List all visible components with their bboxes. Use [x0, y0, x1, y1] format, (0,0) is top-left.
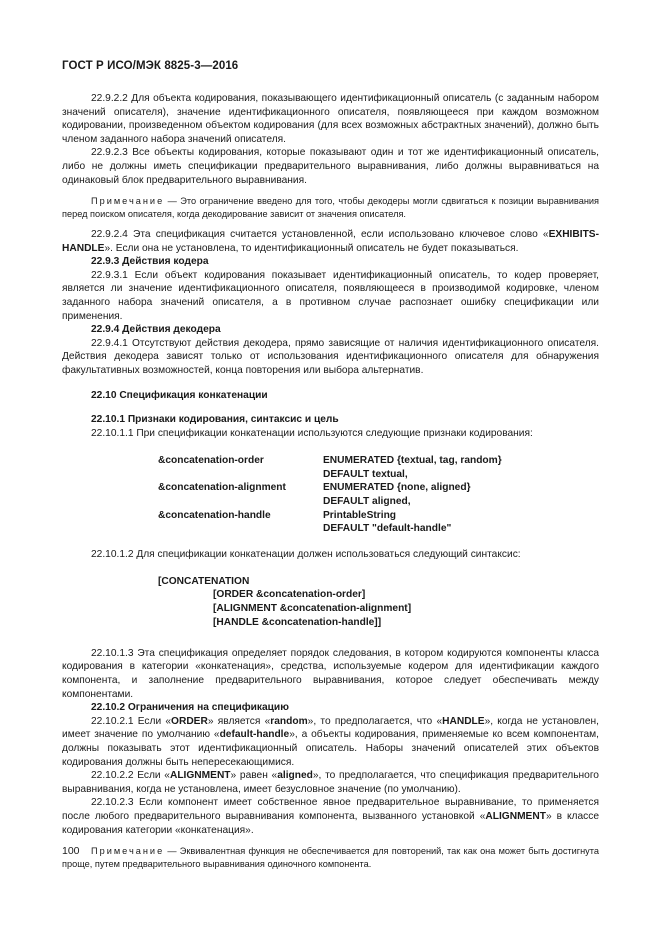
attr-name: &concatenation-alignment [158, 482, 286, 494]
heading-22-9-3: 22.9.3 Действия кодера [91, 256, 209, 268]
note-text: — Эквивалентная функция не обеспечивается для повторений, так как она может быть достигнута проще, путем предварительного выравнивания одиночного компонента. [62, 846, 599, 869]
attr-value: ENUMERATED {none, aligned} [323, 482, 471, 494]
paragraph-22-10-1-2: 22.10.1.2 Для спецификации конкатенации должен использоваться следующий синтаксис: [91, 549, 521, 561]
keyword-exhibits-handle: EXHIBITS-HANDLE [62, 228, 599, 254]
keyword-order: ORDER [171, 715, 208, 727]
syntax-line: [ALIGNMENT &concatenation-alignment] [213, 603, 412, 615]
syntax-line: [ORDER &concatenation-order] [213, 589, 366, 601]
document-body [62, 92, 599, 870]
paragraph-22-10-2-3: 22.10.2.3 Если компонент имеет собственное явное предварительное выравнивание, то применяется после любого предварительного выравнивания компонента, вызванного установкой «ALIGNMENT» в классе кодирования категории «конкатенация». [62, 797, 599, 836]
note-1 [62, 195, 599, 220]
keyword-random: random [270, 715, 308, 727]
paragraph-22-9-4-1: 22.9.4.1 Отсутствуют действия декодера, прямо зависящие от наличия идентификационного описателя. Действия декодера зависят только от использования идентификационного описателя для обнаружения факультативных возможностей, конца повторения или выбора альтернатив. [62, 337, 599, 376]
attr-value: DEFAULT "default-handle" [323, 523, 452, 535]
heading-22-10: 22.10 Спецификация конкатенации [91, 389, 268, 401]
paragraph-22-10-1-3: 22.10.1.3 Эта спецификация определяет порядок следования, в котором кодируются компоненты класса кодирования в категории «конкатенация», средства, используемые кодером для идентификации каждого компонента, и заполнение предварительного выравнивания, которое следует обеспечивать между компонентами. [62, 647, 599, 700]
keyword-aligned: aligned [277, 770, 313, 782]
note-label: Примечание [91, 846, 165, 857]
note-text: — Это ограничение введено для того, чтобы декодеры могли сдвигаться к позиции выравнивания перед поиском описателя, когда декодирование зависит от значения описателя. [62, 196, 599, 219]
note-2 [62, 845, 599, 870]
paragraph-22-9-2-4: 22.9.2.4 Эта спецификация считается установленной, если использовано ключевое слово «EXHIBITS-HANDLE». Если она не установлена, то идентификационный описатель не будет показываться. [62, 228, 599, 254]
paragraph-22-10-2-2: 22.10.2.2 Если «ALIGNMENT» равен «aligned», то предполагается, что спецификация предварительного выравнивания, когда не установлена, имеет безусловное значение (по умолчанию). [62, 770, 599, 795]
keyword-alignment: ALIGNMENT [485, 811, 546, 822]
paragraph-22-9-2-2: 22.9.2.2 Для объекта кодирования, показывающего идентификационный описатель (с заданным набором значений описателя), значение идентификационного описателя, появляющееся при каждом возможном кодировании, произведенном объектом кодирования (для всех возможных абстрактных значений), должно быть членом заданного набора значений описателя. [62, 93, 599, 145]
paragraph-22-10-1-1: 22.10.1.1 При спецификации конкатенации используются следующие признаки кодирования: [91, 427, 533, 439]
attr-value: DEFAULT aligned, [323, 496, 411, 508]
note-label: Примечание [91, 196, 165, 207]
heading-22-10-2: 22.10.2 Ограничения на спецификацию [91, 702, 289, 714]
heading-22-9-4: 22.9.4 Действия декодера [91, 324, 221, 336]
syntax-line: [HANDLE &concatenation-handle]] [213, 616, 382, 628]
keyword-default-handle: default-handle [219, 729, 290, 741]
attr-name: &concatenation-handle [158, 509, 271, 521]
paragraph-22-10-2-1: 22.10.2.1 Если «ORDER» является «random», то предполагается, что «HANDLE», когда не установлен, имеет значение по умолчанию «default-handle», а объекты кодирования, применяемые ко всем компонентам, должны показывать этот идентификационный описатель. Наборы значений описателей этих объектов кодирования должны быть непересекающимися. [62, 715, 600, 768]
keyword-handle: HANDLE [442, 715, 485, 727]
attributes-table [62, 454, 599, 536]
paragraph-22-9-3-1: 22.9.3.1 Если объект кодирования показывает идентификационный описатель, то кодер проверяет, является ли значение идентификационного описателя, появляющееся в производимой кодировке, членом заданного набора значений описателя, а в противном случае распознает ошибку спецификации или применения. [62, 269, 599, 322]
attr-value: DEFAULT textual, [323, 468, 408, 480]
syntax-line: [CONCATENATION [158, 575, 250, 587]
attr-value: ENUMERATED {textual, tag, random} [323, 455, 502, 467]
paragraph-22-9-2-3: 22.9.2.3 Все объекты кодирования, которые показывают один и тот же идентификационный описатель, либо не должны иметь спецификации предварительного выравнивания, либо должны выравниваться на одинаковый блок предварительного выравнивания. [62, 147, 599, 186]
keyword-alignment: ALIGNMENT [169, 770, 231, 782]
attr-name: &concatenation-order [158, 455, 264, 467]
heading-22-10-1: 22.10.1 Признаки кодирования, синтаксис и цель [91, 414, 339, 426]
attr-value: PrintableString [323, 509, 397, 521]
page-number: 100 [62, 845, 80, 857]
syntax-block [62, 575, 599, 631]
page-header: ГОСТ Р ИСО/МЭК 8825-3—2016 [62, 60, 239, 72]
